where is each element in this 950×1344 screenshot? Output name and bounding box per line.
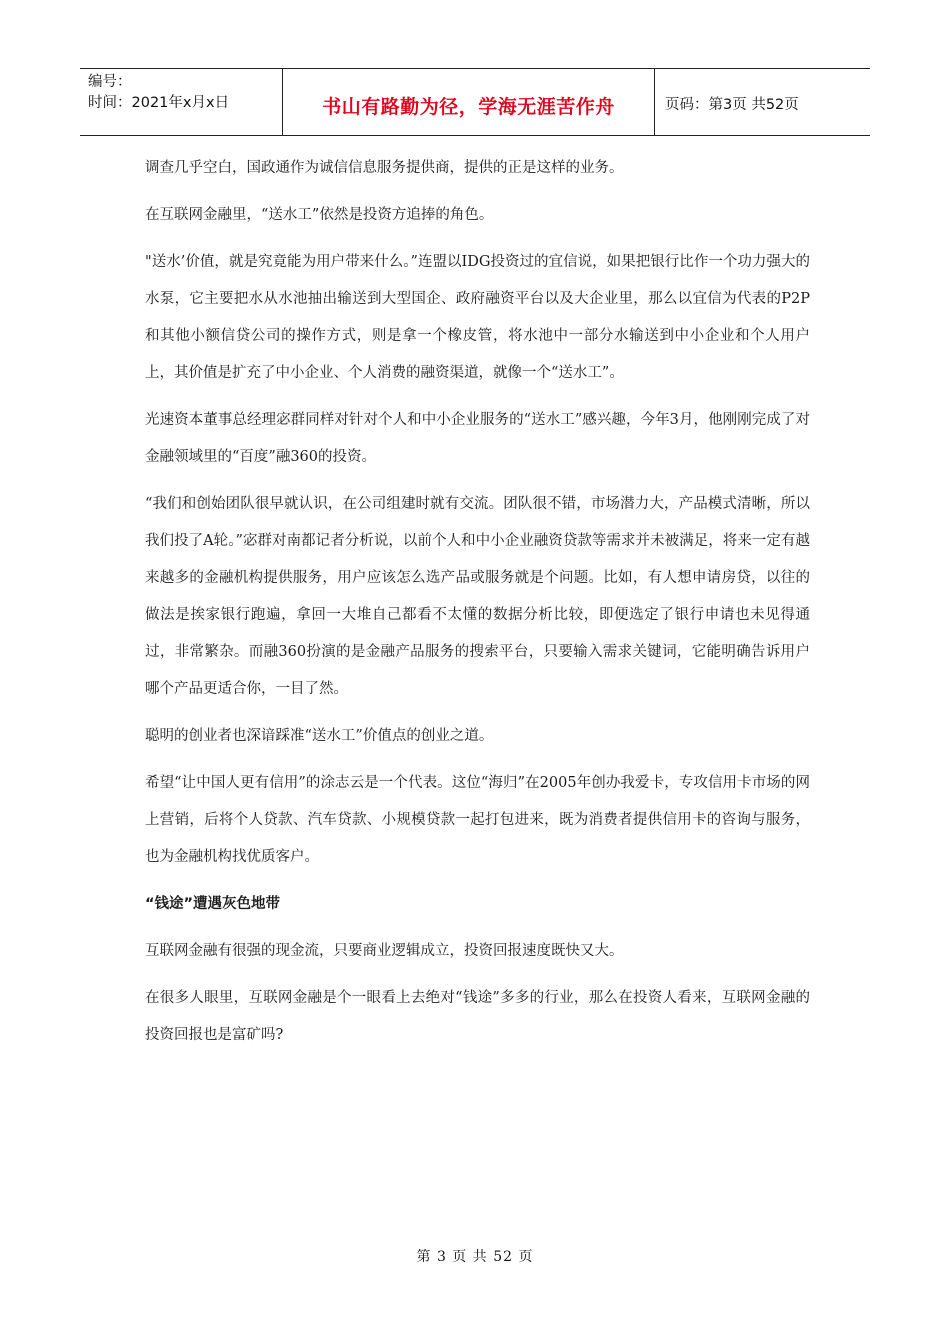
paragraph: "送水’价值，就是究竟能为用户带来什么。”连盟以IDG投资过的宜信说，如果把银行比作一个功力强大的水泵，它主要把水从水池抽出输送到大型国企、政府融资平台以及大企业里，那么以宜信为代表的P2P和其他小额信贷公司的操作方式，则是拿一个橡皮管，将水池中一部分水输送到中小企业和个人用户上，其价值是扩充了中小企业、个人消费的融资渠道，就像一个“送水工”。 — [145, 254, 810, 381]
header-page-info: 页码：第3页 共52页 — [665, 96, 799, 113]
paragraph: 在互联网金融里，“送水工”依然是投资方追捧的角色。 — [145, 207, 494, 223]
paragraph: 在很多人眼里，互联网金融是个一眼看上去绝对“钱途”多多的行业，那么在投资人看来，互联网金融的投资回报也是富矿吗? — [145, 990, 810, 1043]
paragraph: “我们和创始团队很早就认识，在公司组建时就有交流。团队很不错，市场潜力大，产品模式清晰，所以我们投了A轮。”宓群对南都记者分析说，以前个人和中小企业融资贷款等需求并未被满足，将来一定有越来越多的金融机构提供服务，用户应该怎么选产品或服务就是个问题。比如，有人想申请房贷，以往的做法是挨家银行跑遍，拿回一大堆自己都看不太懂的数据分析比较，即便选定了银行申请也未见得通过，非常繁杂。而融360扮演的是金融产品服务的搜索平台，只要输入需求关键词，它能明确告诉用户哪个产品更适合你，一目了然。 — [145, 496, 810, 697]
header-motto: 书山有路勤为径，学海无涯苦作舟 — [283, 69, 655, 135]
document-header — [80, 68, 870, 136]
paragraph: 光速资本董事总经理宓群同样对针对个人和中小企业服务的“送水工”感兴趣，今年3月，他刚刚完成了对金融领域里的“百度”融360的投资。 — [145, 412, 810, 465]
document-date: 时间：2021年x月x日 — [88, 95, 230, 111]
page-footer: 第 3 页 共 52 页 — [416, 1249, 534, 1265]
paragraph: 调查几乎空白，国政通作为诚信信息服务提供商，提供的正是这样的业务。 — [145, 160, 624, 176]
paragraph: 聪明的创业者也深谙踩准“送水工”价值点的创业之道。 — [145, 728, 494, 744]
section-heading: “钱途”遭遇灰色地带 — [145, 896, 281, 912]
paragraph: 互联网金融有很强的现金流，只要商业逻辑成立，投资回报速度既快又大。 — [145, 943, 624, 959]
document-body — [145, 150, 810, 1064]
paragraph: 希望“让中国人更有信用”的涂志云是一个代表。这位“海归”在2005年创办我爱卡，专攻信用卡市场的网上营销，后将个人贷款、汽车贷款、小规模贷款一起打包进来，既为消费者提供信用卡的咨询与服务，也为金融机构找优质客户。 — [145, 775, 810, 865]
document-number-label: 编号： — [88, 74, 132, 90]
header-meta — [80, 69, 283, 135]
